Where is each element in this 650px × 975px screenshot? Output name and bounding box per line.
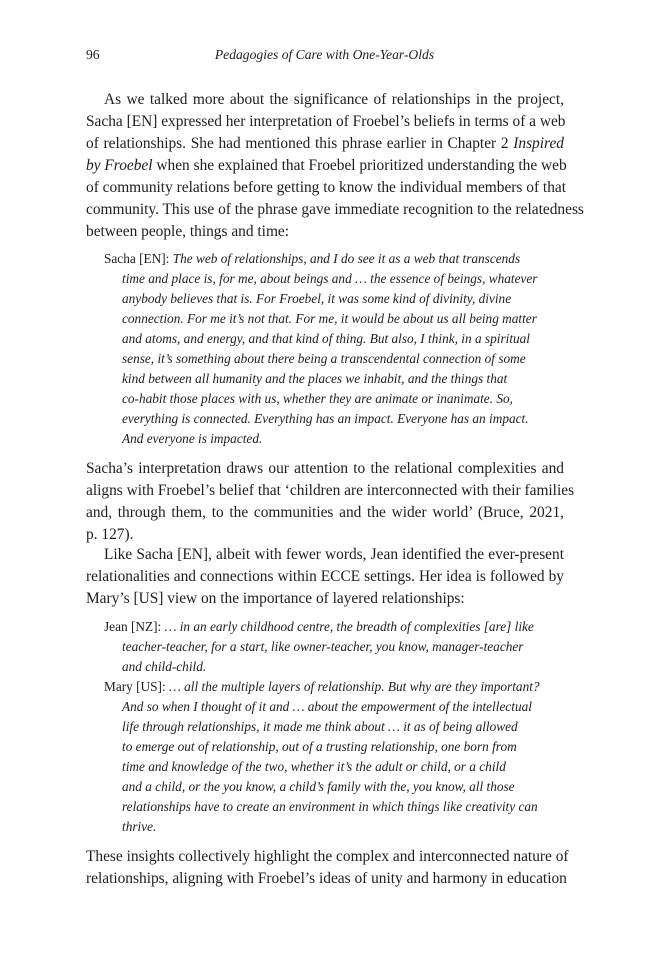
quote-line: And everyone is impacted.	[122, 431, 263, 446]
quote-line: thrive.	[122, 819, 157, 834]
text-line: Like Sacha [EN], albeit with fewer words, Jean identified the ever-present	[104, 546, 564, 563]
text-line: Sacha [EN] expressed her interpretation of Froebel’s beliefs in terms of a web	[86, 113, 566, 130]
quote-line: time and place is, for me, about beings and … the essence of beings, whatever	[122, 271, 538, 286]
chapter-title: Inspired	[513, 135, 564, 152]
quote-line: kind between all humanity and the places we inhabit, and the things that	[122, 371, 508, 386]
chapter-title: by Froebel	[86, 157, 153, 174]
text-line: relationalities and connections within ECCE settings. Her idea is followed by	[86, 568, 564, 585]
running-header	[86, 47, 563, 67]
text-line: aligns with Froebel’s belief that ‘children are interconnected with their families	[86, 482, 575, 499]
quote-text: … all the multiple layers of relationship. But why are they important?	[169, 679, 540, 694]
text-line: p. 127).	[86, 526, 134, 543]
quote-line: and child-child.	[122, 659, 207, 674]
text-line: of community relations before getting to know the individual members of that	[86, 179, 566, 196]
quote-line: and atoms, and energy, and that kind of thing. But also, I think, in a spiritual	[122, 331, 531, 346]
quote-line: connection. For me it’s not that. For me, it would be about us all being matter	[122, 311, 537, 326]
quote-line: And so when I thought of it and … about the empowerment of the intellectual	[122, 699, 532, 714]
text-line	[86, 156, 567, 176]
text-line: As we talked more about the significance of relationships in the project,	[104, 91, 564, 108]
speaker-label: Mary [US]:	[104, 679, 166, 694]
speaker-label: Jean [NZ]:	[104, 619, 162, 634]
text-line: and, through them, to the communities and the wider world’ (Bruce, 2021,	[86, 504, 564, 521]
text-line: relationships, aligning with Froebel’s ideas of unity and harmony in education	[86, 870, 567, 887]
quote-line: and a child, or the you know, a child’s family with the, you know, all those	[122, 779, 515, 794]
text-line: between people, things and time:	[86, 223, 290, 240]
quote-line: teacher-teacher, for a start, like owner-teacher, you know, manager-teacher	[122, 639, 524, 654]
text-line: community. This use of the phrase gave immediate recognition to the relatedness	[86, 201, 584, 218]
quote-text: The web of relationships, and I do see it as a web that transcends	[172, 251, 521, 266]
speaker-label: Sacha [EN]:	[104, 251, 170, 266]
quote-line: time and knowledge of the two, whether it’s the adult or child, or a child	[122, 759, 506, 774]
quote-line	[104, 618, 534, 636]
running-title: Pedagogies of Care with One-Year-Olds	[214, 47, 435, 62]
quote-line: relationships have to create an environment in which things like creativity can	[122, 799, 538, 814]
text-segment: when she explained that Froebel prioritized understanding the web	[156, 157, 567, 174]
text-line: These insights collectively highlight the complex and interconnected nature of	[86, 848, 569, 865]
quote-text: … in an early childhood centre, the breadth of complexities [are] like	[164, 619, 534, 634]
quote-line: co-habit those places with us, whether they are animate or inanimate. So,	[122, 391, 513, 406]
quote-line: everything is connected. Everything has an impact. Everyone has an impact.	[122, 411, 529, 426]
page-number: 96	[86, 47, 100, 62]
quote-line: anybody believes that is. For Froebel, it was some kind of divinity, divine	[122, 291, 512, 306]
text-line	[86, 134, 564, 154]
text-line: Sacha’s interpretation draws our attention to the relational complexities and	[86, 460, 564, 477]
quote-line	[104, 678, 540, 696]
quote-line	[104, 250, 520, 268]
text-segment: of relationships. She had mentioned this phrase earlier in Chapter 2	[86, 135, 509, 152]
quote-line: to emerge out of relationship, out of a trusting relationship, one born from	[122, 739, 517, 754]
text-line: Mary’s [US] view on the importance of layered relationships:	[86, 590, 465, 607]
quote-line: life through relationships, it made me think about … it as of being allowed	[122, 719, 518, 734]
quote-line: sense, it’s something about there being a transcendental connection of some	[122, 351, 526, 366]
